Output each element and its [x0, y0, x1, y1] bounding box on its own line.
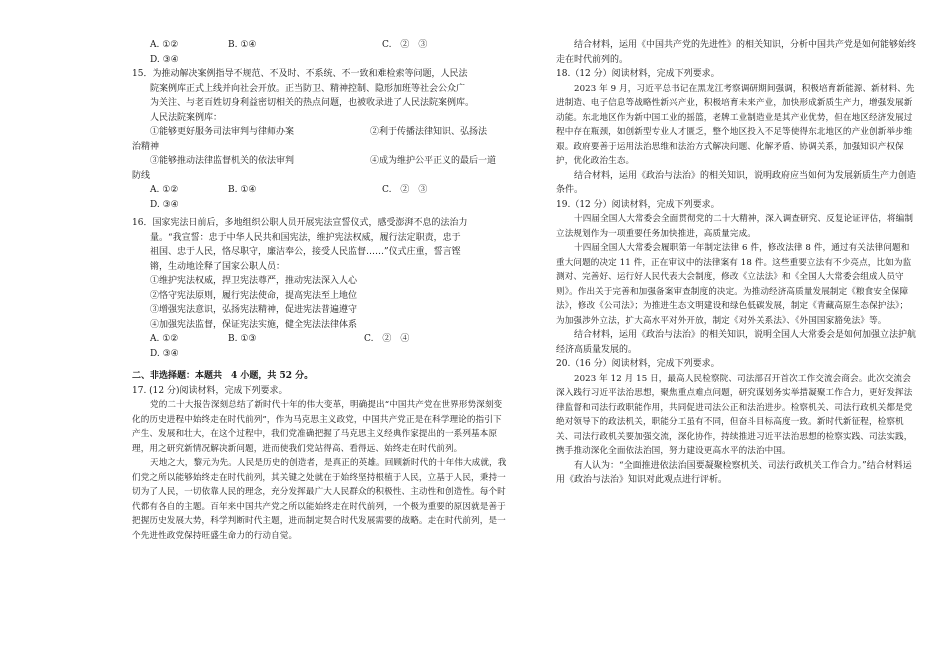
q18-task: 结合材料，运用《政治与法治》的相关知识，说明政府应当如何为发展新质生产力创造条件。 — [556, 170, 917, 195]
q14-options — [132, 38, 507, 53]
q15-stem-2: 院案例库正式上线并向社会开放。正当防卫、精神控制、隐形加班等社会公众广 — [150, 83, 466, 94]
q16-stem-1: 16．国家宪法日前后，多地组织公职人员开展宪法宣誓仪式，感受澎湃不息的法治力 — [132, 218, 468, 228]
option-a: A. ①② — [150, 40, 179, 50]
q20-task: 有人认为：“全面推进依法治国要凝聚检察机关、司法行政机关工作合力。”结合材料运用《政治与法治》知识对此观点进行评析。 — [556, 460, 912, 485]
q19-material-2: 十四届全国人大常委会履职第一年制定法律 6 件，修改法律 8 件，通过有关法律问题和重大问题的决定 11 件，正在审议中的法律案有 18 件。这些重要立法有不少亮点，比如为监测对、完善好、运行好人民代表大会制度，修改《立法法》和《全国人大常委会组成人员守则》。作出关于完善和加强备案审查制度的决定。为推动经济高质量发展制定《粮食安全保障法》，修改《公司法》；为推进生态文明建设和绿色低碳发展，制定《青藏高原生态保护法》；为加强涉外立法，扩大高水平对外开放，制定《对外关系法》、《外国国家豁免法》等。 — [556, 243, 912, 326]
q15-statement-4-cont: 防线 — [132, 170, 151, 181]
option-d: D. ③④ — [150, 54, 179, 65]
q16-statement-3: ③增强宪法意识，弘扬宪法精神，促进宪法普遍遵守 — [150, 305, 358, 315]
option-c: C. ② ③ — [382, 185, 428, 195]
right-column — [556, 38, 916, 488]
q15-stem-4: 人民法院案例库： — [150, 112, 223, 123]
q18-material: 2023 年 9 月，习近平总书记在黑龙江考察调研期间强调，积极培育新能源、新材料、先进制造、电子信息等战略性新兴产业，积极培育未来产业，加快形成新质生产力，增强发展新动能。东北地区作为新中国工业的摇篮，老牌工业制造业是其产业优势，但在地区经济发展过程中存在瓶颈，如创新型专业人才匮乏，整个地区投入不足等使得东北地区的产业创新举步维艰。政府要善于运用法治思维和法治方式解决问题、化解矛盾、协调关系，加强知识产权保护，优化政治生态。 — [556, 83, 915, 166]
option-a: A. ①② — [150, 334, 179, 344]
q15-statement-2-cont: 治精神 — [132, 141, 160, 152]
q17-heading: 17. (12 分)阅读材料，完成下列要求。 — [132, 385, 288, 396]
q16-stem-4: 锵，生动地诠释了国家公职人员： — [150, 261, 286, 272]
option-c: C. ② ③ — [382, 40, 428, 50]
option-b: B. ①④ — [228, 40, 257, 50]
q15-statement-2: ②利于传播法律知识、弘扬法 — [370, 127, 488, 137]
q15-statement-4: ④成为维护公平正义的最后一道 — [370, 156, 497, 166]
q15-options-d — [132, 198, 507, 213]
option-a: A. ①② — [150, 185, 179, 195]
option-b: B. ①③ — [228, 334, 257, 344]
q16-options-d — [132, 347, 507, 362]
q16-options — [132, 332, 507, 347]
q16-statement-4: ④加强宪法监督，保证宪法实施，健全宪法法律体系 — [150, 319, 358, 330]
q16-stem-2: 量。“我宣誓：忠于中华人民共和国宪法，维护宪法权威，履行法定职责，忠于 — [150, 232, 461, 243]
q15-options — [132, 183, 507, 198]
option-d: D. ③④ — [150, 199, 179, 210]
q17-task: 结合材料，运用《中国共产党的先进性》的相关知识，分析中国共产党是如何能够始终走在时代前列的。 — [556, 40, 917, 65]
q20-heading: 20.（16 分）阅读材料，完成下列要求。 — [556, 359, 720, 369]
q16-statement-1: ①维护宪法权威，捍卫宪法尊严，推动宪法深入人心 — [150, 276, 358, 286]
q18-heading: 18.（12 分）阅读材料，完成下列要求。 — [556, 69, 720, 79]
q15-statements-3-4 — [132, 154, 507, 169]
q15-stem-3: 为关注、与老百姓切身利益密切相关的热点问题，也被收录进了人民法院案例库。 — [150, 98, 475, 108]
q17-material-1: 党的二十大报告深刻总结了新时代十年的伟大变革，明确提出“中国共产党在世界形势深刻变化的历史进程中始终走在时代前列”，作为马克思主义政党，中国共产党正是在科学理论的指引下产生、发展和壮大，在这个过程中，我们党准确把握了马克思主义经典作家提出的一系列基本原理，用之研究新情况解决新问题，进而使我们党站得高、看得远、始终走在时代前列。 — [132, 400, 503, 454]
left-column — [132, 38, 507, 543]
q17-material-2: 天地之大，黎元为先。人民是历史的创造者，是真正的英雄。回顾新时代的十年伟大成就，我们党之所以能够始终走在时代前列，其关键之处就在于始终坚持根植于人民，立基于人民，秉持一切为了人民，一切依靠人民的理念，充分发挥最广大人民群众的积极性、主动性和创造性。每个时代都有各自的主题。百年来中国共产党之所以能始终走在时代前列，一个极为重要的原因就是善于把握历史发展大势，科学判断时代主题，进而制定契合时代发展需要的战略。走在时代前列，是一个先进性政党保持旺盛生命力的行动自觉。 — [132, 458, 507, 541]
q16-statement-2: ②恪守宪法原则，履行宪法使命，提高宪法至上地位 — [150, 290, 358, 301]
q19-heading: 19.（12 分）阅读材料，完成下列要求。 — [556, 199, 720, 210]
option-c: C. ② ④ — [364, 334, 410, 344]
q15-statements-1-2 — [132, 125, 507, 140]
option-d: D. ③④ — [150, 348, 179, 359]
q15-statement-1: ①能够更好服务司法审判与律师办案 — [150, 127, 295, 137]
q15-stem-1: 15．为推动解决案例指导不规范、不及时、不系统、不一致和难检索等问题，人民法 — [132, 69, 468, 79]
q19-material-1: 十四届全国人大常委会全面贯彻党的二十大精神，深入调查研究、反复论证评估，将编制立法规划作为一项重要任务加快推进，高质量完成。 — [556, 214, 914, 239]
q14-options-d — [132, 53, 507, 68]
q16-stem-3: 祖国、忠于人民，恪尽职守，廉洁奉公，接受人民监督……”仪式庄重，誓言铿 — [150, 247, 461, 257]
q20-material: 2023 年 12 月 15 日，最高人民检察院、司法部召开首次工作交流会商会。此次交流会深入践行习近平法治思想，聚焦重点难点问题，研究谋划务实举措凝聚工作合力，更好发挥法律监督和司法行政职能作用，共同促进司法公正和法治进步。检察机关、司法行政机关都是党绝对领导下的政法机关，职能分工虽有不同，但奋斗目标高度一致。新时代新征程，检察机关、司法行政机关要加强交流，深化协作，持续推进习近平法治思想的检察实践、司法实践，携手推动深化全面依法治国，努力建设更高水平的法治中国。 — [556, 373, 913, 456]
q15-statement-3: ③能够推动法律监督机关的依法审判 — [150, 156, 295, 166]
section-2-heading: 二、非选择题：本题共 4 小题，共 52 分。 — [132, 371, 314, 381]
q19-task: 结合材料，运用《政治与法治》的相关知识，说明全国人大常委会是如何加强立法护航经济高质量发展的。 — [556, 330, 917, 355]
option-b: B. ①④ — [228, 185, 257, 195]
